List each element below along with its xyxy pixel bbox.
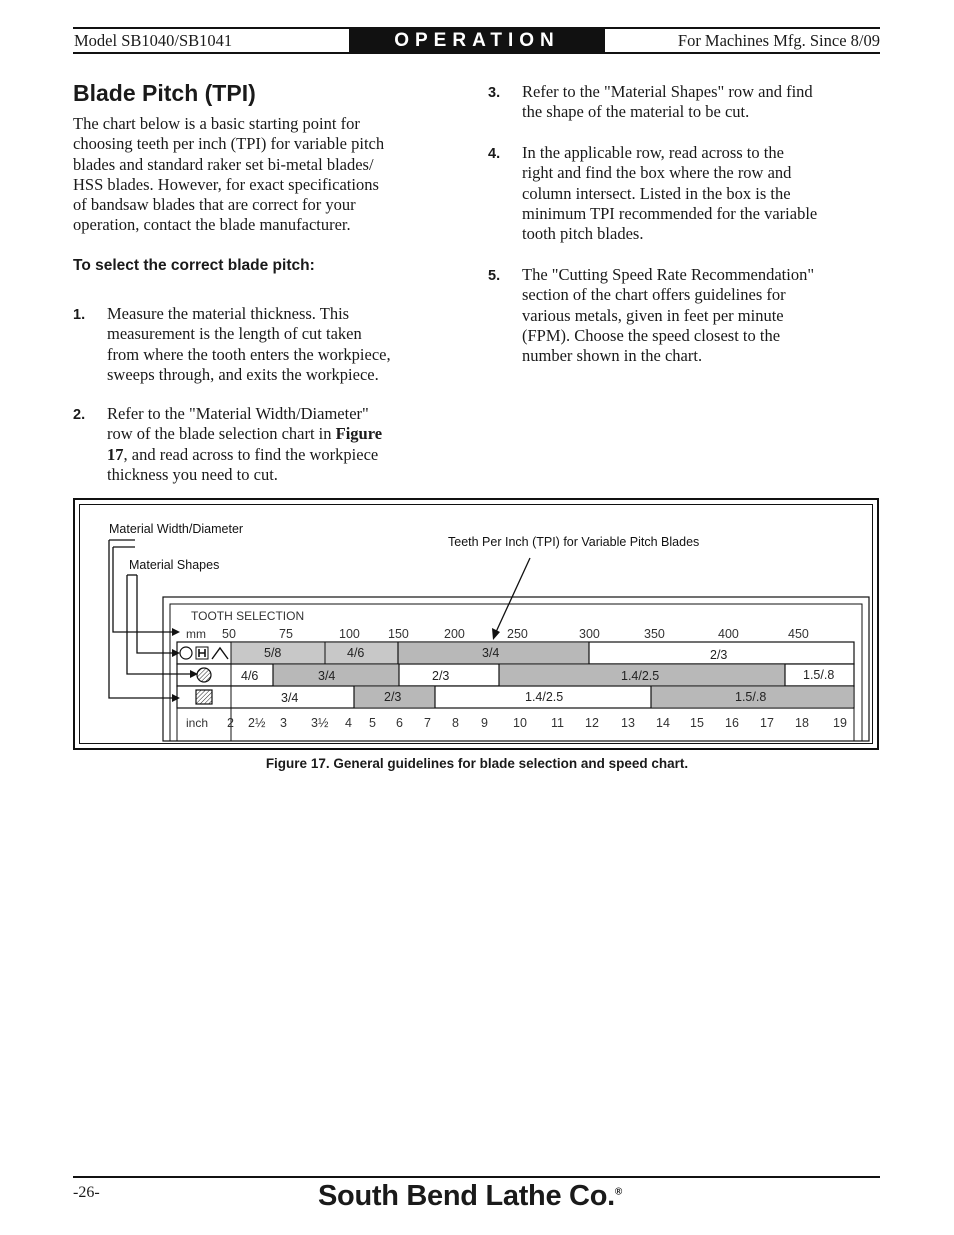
step-text: row of the blade selection chart in: [107, 424, 336, 444]
inch-label: inch: [186, 716, 209, 730]
row1-cell: 4/6: [347, 646, 365, 660]
brand-name: South Bend Lathe Co.: [318, 1180, 615, 1212]
row1-cell: 2/3: [710, 648, 728, 662]
step-number: 1.: [73, 307, 86, 323]
step-line: Refer to the "Material Shapes" row and find: [522, 82, 813, 101]
step-line: from where the tooth enters the workpiece,: [107, 344, 391, 364]
step-line: minimum TPI recommended for the variable: [522, 203, 818, 223]
step-line: thickness you need to cut.: [107, 464, 278, 484]
row1-cell: 5/8: [264, 646, 282, 660]
inch-tick: 10: [513, 716, 527, 730]
row2-cell: 1.4/2.5: [621, 669, 660, 683]
mm-tick: 300: [579, 627, 600, 641]
step-number: 2.: [73, 407, 86, 423]
inch-tick: 8: [452, 716, 459, 730]
row3-cell: 3/4: [281, 691, 299, 705]
callout-tpi: Teeth Per Inch (TPI) for Variable Pitch Blades: [448, 535, 700, 549]
row2-cell: 3/4: [318, 669, 336, 683]
callout-material-shapes: Material Shapes: [129, 558, 220, 572]
inch-tick: 2½: [248, 716, 266, 730]
inch-tick: 13: [621, 716, 635, 730]
intro-line: blades and standard raker set bi-metal blades/: [73, 154, 374, 174]
page-number: -26-: [73, 1184, 100, 1201]
subheading: To select the correct blade pitch:: [73, 257, 315, 274]
inch-tick: 7: [424, 716, 431, 730]
figure-reference-number: 17: [107, 444, 124, 464]
step-line: right and find the box where the row and: [522, 163, 792, 183]
solid-round-icon: [197, 668, 211, 682]
mm-tick: 100: [339, 627, 360, 641]
mm-tick: 50: [222, 627, 236, 641]
intro-line: operation, contact the blade manufacturer.: [73, 215, 351, 235]
tooth-selection-label: TOOTH SELECTION: [191, 609, 305, 623]
mm-tick: 400: [718, 627, 739, 641]
solid-square-icon: [196, 690, 212, 704]
step-line: Refer to the "Material Width/Diameter": [107, 404, 369, 423]
header-section: OPERATION: [349, 28, 605, 54]
step-number: 5.: [488, 268, 501, 284]
inch-tick: 4: [345, 716, 352, 730]
step-line: tooth pitch blades.: [522, 224, 644, 244]
step-line: The "Cutting Speed Rate Recommendation": [522, 265, 815, 284]
header-mfg: For Machines Mfg. Since 8/09: [677, 31, 880, 50]
step-line: section of the chart offers guidelines for: [522, 285, 786, 305]
mm-label: mm: [186, 627, 206, 641]
row1-shade: [231, 643, 399, 663]
row3-cell: 1.4/2.5: [525, 690, 564, 704]
step-line: (FPM). Choose the speed closest to the: [522, 325, 781, 345]
step-line: number shown in the chart.: [522, 346, 703, 366]
inch-tick: 18: [795, 716, 809, 730]
mm-tick: 450: [788, 627, 809, 641]
inch-ticks: [227, 716, 847, 730]
registered-mark-icon: ®: [614, 1186, 622, 1198]
inch-tick: 12: [585, 716, 599, 730]
inch-tick: 11: [551, 716, 564, 730]
step-number: 4.: [488, 146, 501, 162]
step-line: the shape of the material to be cut.: [522, 102, 750, 122]
intro-line: HSS blades. However, for exact specifications: [73, 174, 379, 194]
inch-tick: 17: [760, 716, 774, 730]
step-number: 3.: [488, 85, 501, 101]
step-line: various metals, given in feet per minute: [522, 305, 784, 325]
header-model: Model SB1040/SB1041: [74, 31, 233, 50]
step-line: measurement is the length of cut taken: [107, 324, 362, 344]
mm-tick: 200: [444, 627, 465, 641]
inch-tick: 3: [280, 716, 287, 730]
step-line: column intersect. Listed in the box is the: [522, 183, 791, 203]
inch-tick: 6: [396, 716, 403, 730]
figure-reference: Figure: [335, 424, 383, 444]
inch-tick: 2: [227, 716, 234, 730]
row2-cell: 2/3: [432, 669, 450, 683]
row2-cell: 4/6: [241, 669, 259, 683]
mm-tick: 150: [388, 627, 409, 641]
inch-tick: 3½: [311, 716, 329, 730]
row3-cell: 1.5/.8: [735, 690, 767, 704]
step-line: Measure the material thickness. This: [107, 304, 350, 323]
inch-tick: 9: [481, 716, 488, 730]
row1-cell: 3/4: [482, 646, 500, 660]
step-line: In the applicable row, read across to the: [522, 143, 784, 162]
intro-line: The chart below is a basic starting point for: [73, 114, 360, 133]
mm-ticks: [222, 627, 809, 641]
page-title: Blade Pitch (TPI): [73, 80, 256, 106]
intro-line: of bandsaw blades that are correct for your: [73, 195, 356, 215]
inch-tick: 19: [833, 716, 847, 730]
mm-tick: 75: [279, 627, 293, 641]
row2-cell: 1.5/.8: [803, 668, 835, 682]
footer-rule: [73, 1176, 880, 1178]
figure-caption: Figure 17. General guidelines for blade selection and speed chart.: [265, 756, 689, 771]
step-line: sweeps through, and exits the workpiece.: [107, 364, 379, 384]
intro-line: choosing teeth per inch (TPI) for variable pitch: [73, 134, 385, 154]
mm-tick: 350: [644, 627, 665, 641]
inch-tick: 14: [656, 716, 670, 730]
brand-logo: [318, 1180, 622, 1213]
row2-shade-a: [273, 665, 399, 685]
row3-cell: 2/3: [384, 690, 402, 704]
mm-tick: 250: [507, 627, 528, 641]
callout-material-width: Material Width/Diameter: [109, 522, 244, 536]
inch-tick: 5: [369, 716, 376, 730]
inch-tick: 15: [690, 716, 704, 730]
inch-tick: 16: [725, 716, 739, 730]
step-text: , and read across to find the workpiece: [123, 444, 379, 464]
